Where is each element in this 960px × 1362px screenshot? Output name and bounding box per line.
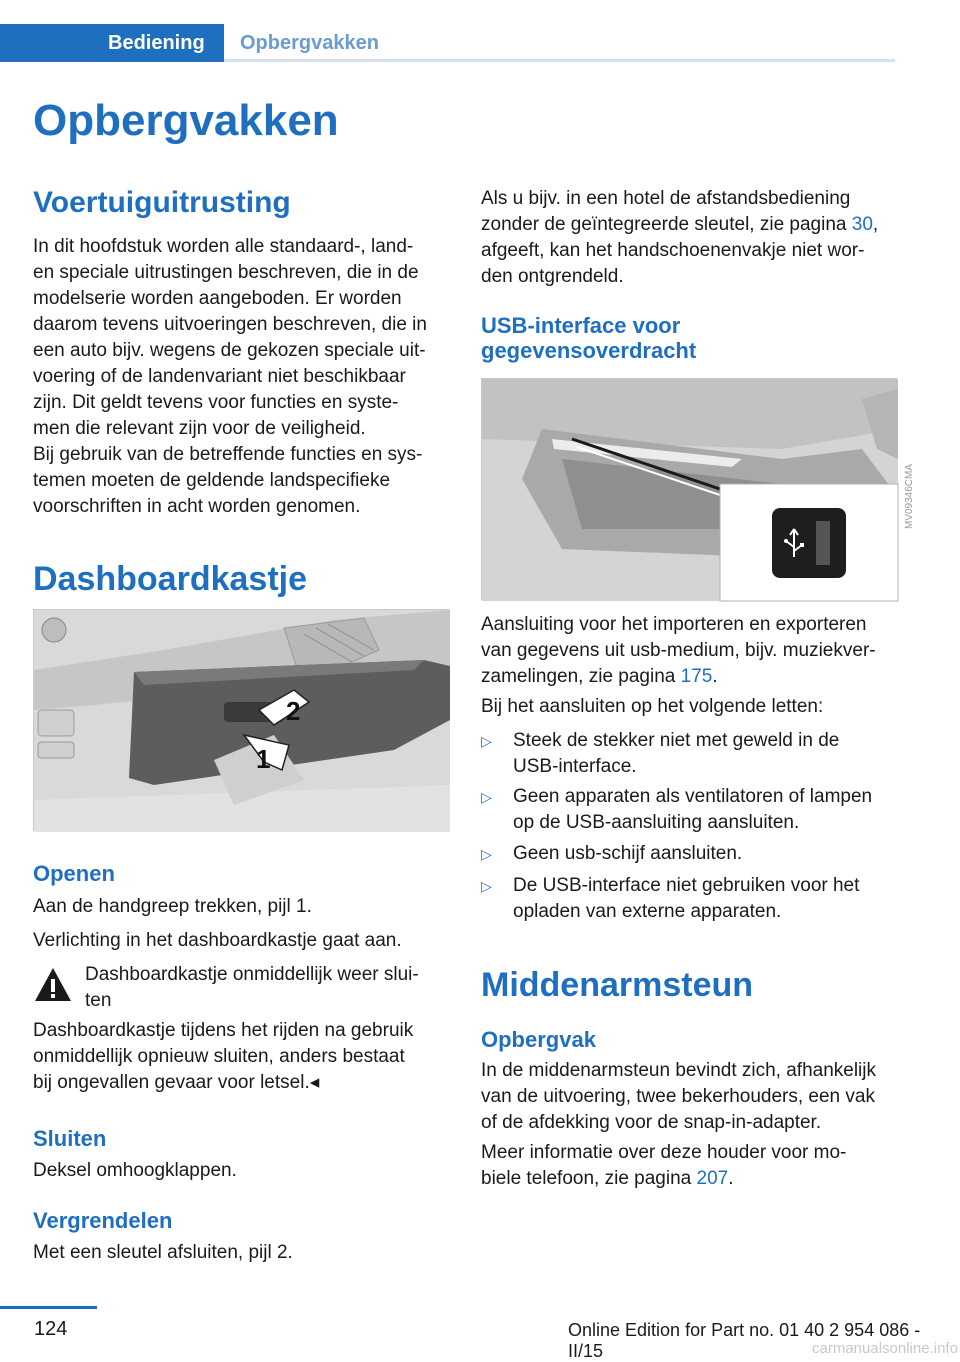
figure-code: MV09346CMA <box>904 463 915 529</box>
text-line: op de USB-aansluiting aansluiten. <box>513 812 800 833</box>
text-span: . <box>712 666 718 687</box>
paragraph-storage <box>481 1058 901 1136</box>
list-item-text <box>513 873 901 925</box>
list-item <box>481 784 901 836</box>
text-line <box>481 664 901 690</box>
text-line: De USB-interface niet gebruiken voor het <box>513 875 860 896</box>
list-item-text <box>513 784 901 836</box>
list-item <box>481 841 901 867</box>
warning-title <box>85 962 455 1014</box>
text-line: ten <box>85 990 112 1011</box>
text-line: afgeeft, kan het handschoenenvakje niet wor- <box>481 240 865 261</box>
text-line: In de middenarmsteun bevindt zich, afhankelijk <box>481 1060 877 1081</box>
text-line <box>481 212 901 238</box>
text-line: en speciale uitrustingen beschreven, die in de <box>33 262 419 283</box>
warning-body <box>33 1018 453 1096</box>
triangle-bullet-icon: ▷ <box>481 878 492 894</box>
arrow-label-1: 1 <box>256 744 271 774</box>
text-line: opladen van externe apparaten. <box>513 901 782 922</box>
paragraph-hotel <box>481 186 901 290</box>
page-number: 124 <box>34 1318 68 1340</box>
heading-close: Sluiten <box>33 1126 107 1151</box>
text-line: bij ongevallen gevaar voor letsel.◂ <box>33 1072 320 1093</box>
text-line: men die relevant zijn voor de veiligheid. <box>33 418 366 439</box>
paragraph-open-1: Aan de handgreep trekken, pijl 1. <box>33 896 312 917</box>
text-line: Steek de stekker niet met geweld in de <box>513 730 840 751</box>
text-line: In dit hoofdstuk worden alle standaard-, land- <box>33 236 414 257</box>
list-item-text <box>513 728 901 780</box>
triangle-bullet-icon: ▷ <box>481 733 492 749</box>
watermark: carmanualsonline.info <box>812 1340 958 1357</box>
text-line: Bij gebruik van de betreffende functies en sys- <box>33 444 423 465</box>
usb-illustration <box>482 379 915 601</box>
edition-note: Online Edition for Part no. 01 40 2 954 086 - II/15 <box>568 1320 921 1361</box>
text-line: voering of de landenvariant niet beschikbaar <box>33 366 406 387</box>
paragraph-vehicle-equipment <box>33 234 453 442</box>
page-link-175[interactable]: 175 <box>680 666 713 687</box>
arrow-label-2: 2 <box>286 696 301 726</box>
heading-lock: Vergrendelen <box>33 1208 173 1233</box>
list-item-text <box>513 841 901 867</box>
triangle-bullet-icon: ▷ <box>481 846 492 862</box>
heading-armrest: Middenarmsteun <box>481 966 754 1004</box>
glovebox-illustration <box>34 610 450 832</box>
list-item <box>481 728 901 780</box>
heading-open: Openen <box>33 861 115 886</box>
text-line: zijn. Dit geldt tevens voor functies en syste- <box>33 392 399 413</box>
paragraph-regulations <box>33 442 453 520</box>
text-line: den ontgrendeld. <box>481 266 624 287</box>
text-line: USB-interface. <box>513 756 637 777</box>
page-title: Opbergvakken <box>33 96 339 145</box>
page-header <box>0 24 895 62</box>
paragraph-lock: Met een sleutel afsluiten, pijl 2. <box>33 1242 293 1263</box>
page-link-207[interactable]: 207 <box>696 1168 729 1189</box>
text-line: Meer informatie over deze houder voor mo- <box>481 1142 847 1163</box>
text-line: Geen usb-schijf aansluiten. <box>513 843 743 864</box>
text-line: voorschriften in acht worden genomen. <box>33 496 361 517</box>
paragraph-close: Deksel omhoogklappen. <box>33 1160 237 1181</box>
text-line: onmiddellijk opnieuw sluiten, anders bestaat <box>33 1046 405 1067</box>
paragraph-attention: Bij het aansluiten op het volgende letten: <box>481 696 824 717</box>
triangle-bullet-icon: ▷ <box>481 789 492 805</box>
text-line: temen moeten de geldende landspecifieke <box>33 470 391 491</box>
text-line <box>481 1166 901 1192</box>
paragraph-more-info <box>481 1140 901 1192</box>
text-line: van gegevens uit usb-medium, bijv. muziekver- <box>481 640 876 661</box>
text-line: modelserie worden aangeboden. Er worden <box>33 288 402 309</box>
text-span: zamelingen, zie pagina <box>481 666 681 687</box>
heading-glovebox: Dashboardkastje <box>33 560 307 598</box>
text-span: , <box>872 214 879 235</box>
page-link-30[interactable]: 30 <box>851 214 873 235</box>
heading-vehicle-equipment: Voertuiguitrusting <box>33 186 291 219</box>
section-tab[interactable]: Opbergvakken <box>240 32 379 54</box>
glovebox-figure <box>33 609 449 831</box>
text-line: Als u bijv. in een hotel de afstandsbediening <box>481 188 851 209</box>
text-line: gegevensoverdracht <box>481 338 697 363</box>
text-line: Dashboardkastje tijdens het rijden na gebruik <box>33 1020 414 1041</box>
text-line: een auto bijv. wegens de gekozen speciale uit- <box>33 340 426 361</box>
text-line: van de uitvoering, twee bekerhouders, een vak <box>481 1086 875 1107</box>
text-line: USB-interface voor <box>481 313 681 338</box>
usb-figure <box>481 378 915 600</box>
text-line: daarom tevens uitvoeringen beschreven, die in <box>33 314 427 335</box>
paragraph-connection <box>481 612 901 690</box>
text-span: . <box>728 1168 734 1189</box>
text-line: Dashboardkastje onmiddellijk weer slui- <box>85 964 419 985</box>
warning-block <box>33 962 453 1011</box>
footer-divider <box>0 1306 97 1309</box>
warning-icon <box>33 966 73 1004</box>
heading-usb <box>481 313 696 363</box>
text-line: Geen apparaten als ventilatoren of lampen <box>513 786 873 807</box>
list-item <box>481 873 901 925</box>
chapter-tab[interactable]: Bediening <box>0 24 224 62</box>
text-line: Aansluiting voor het importeren en exporteren <box>481 614 867 635</box>
heading-storage: Opbergvak <box>481 1027 596 1052</box>
text-span: biele telefoon, zie pagina <box>481 1168 697 1189</box>
text-line: of de afdekking voor de snap-in-adapter. <box>481 1112 822 1133</box>
text-span: zonder de geïntegreerde sleutel, zie pagina <box>481 214 852 235</box>
paragraph-open-2: Verlichting in het dashboardkastje gaat aan. <box>33 930 402 951</box>
